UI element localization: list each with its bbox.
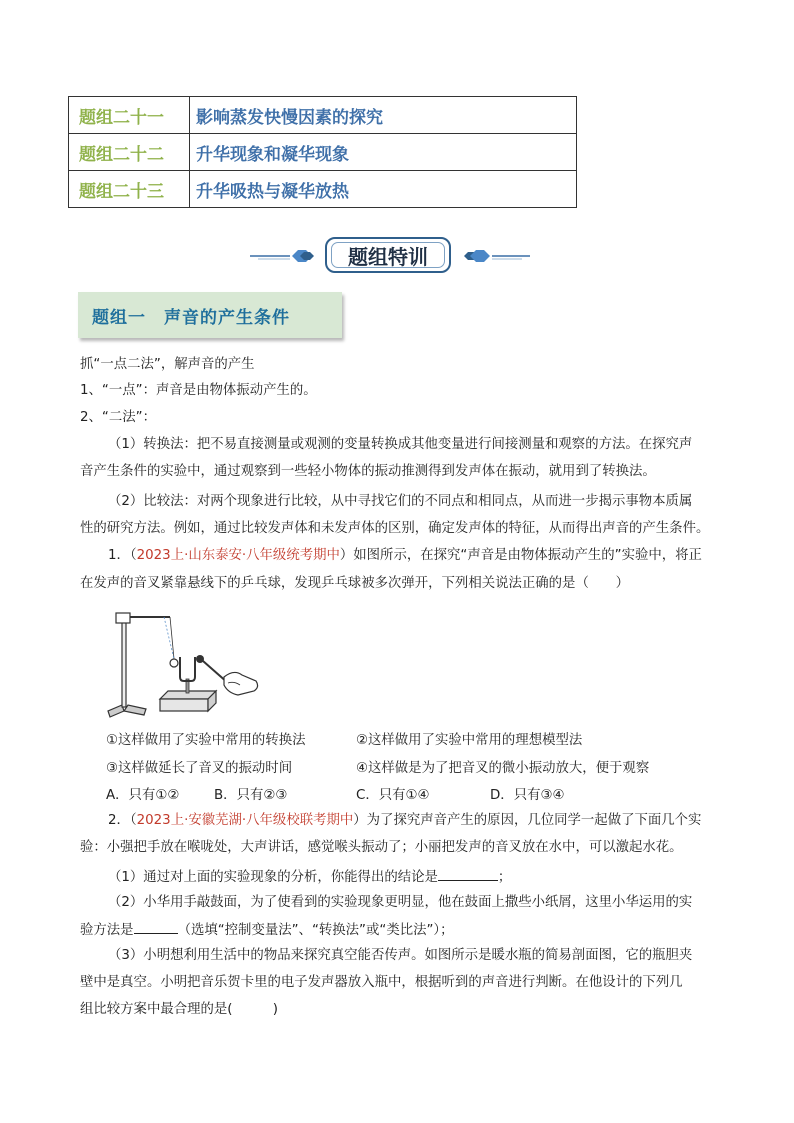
choice-d[interactable]: D．只有③④ bbox=[490, 788, 565, 803]
group-header bbox=[78, 292, 342, 338]
question-1-stem-2: 在发声的音叉紧靠悬线下的乒乓球，发现乒乓球被多次弹开，下列相关说法正确的是（ ） bbox=[80, 576, 630, 591]
statement-4: ④这样做是为了把音叉的微小振动放大，便于观察 bbox=[356, 761, 650, 776]
group-topic: 升华吸热与凝华放热 bbox=[190, 171, 577, 208]
question-2-part-2-line-2 bbox=[80, 919, 454, 941]
method-1-line-2: 音产生条件的实验中，通过观察到一些轻小物体的振动推测得到发声体在振动，就用到了转换法。 bbox=[80, 464, 656, 479]
banner-title: 题组特训 bbox=[325, 237, 451, 273]
choice-a[interactable]: A．只有①② bbox=[106, 788, 180, 803]
question-2-stem-2: 验：小强把手放在喉咙处，大声讲话，感觉喉头振动了；小丽把发声的音叉放在水中，可以激起水花。 bbox=[80, 840, 683, 855]
method-intro: 抓“一点二法”，解声音的产生 bbox=[80, 357, 255, 372]
question-stem-text: 如图所示，在探究“声音是由物体振动产生的”实验中，将正 bbox=[353, 548, 702, 563]
method-point-2: 2、“二法”： bbox=[80, 410, 156, 425]
question-2-part-2: （2）小华用手敲鼓面，为了使看到的实验现象更明显，他在鼓面上撒些小纸屑，这里小华运用的实 bbox=[108, 895, 693, 910]
question-2-part-3-line-2: 壁中是真空。小明把音乐贺卡里的电子发声器放入瓶中，根据听到的声音进行判断。在他设计的下列几 bbox=[80, 975, 683, 990]
question-number: 1．（ bbox=[108, 548, 137, 563]
statement-1: ①这样做用了实验中常用的转换法 bbox=[106, 733, 306, 748]
statement-2: ②这样做用了实验中常用的理想模型法 bbox=[356, 733, 583, 748]
topic-group-table bbox=[68, 96, 577, 208]
tuning-fork-figure bbox=[104, 603, 264, 721]
question-stem-text: 为了探究声音产生的原因，几位同学一起做了下面几个实 bbox=[366, 813, 702, 828]
question-source: 2023上·山东泰安·八年级统考期中 bbox=[136, 548, 340, 563]
answer-blank-1[interactable] bbox=[438, 866, 498, 881]
method-2-line-2: 性的研究方法。例如，通过比较发声体和未发声体的区别，确定发声体的特征，从而得出声音的产生条件。 bbox=[80, 521, 710, 536]
part-1-text: （1）通过对上面的实验现象的分析，你能得出的结论是 bbox=[108, 870, 438, 885]
method-2-line-1: （2）比较法：对两个现象进行比较，从中寻找它们的不同点和相同点，从而进一步揭示事物本质属 bbox=[108, 494, 693, 509]
question-source: 2023上·安徽芜湖·八年级校联考期中 bbox=[136, 813, 354, 828]
question-2-part-3: （3）小明想利用生活中的物品来探究真空能否传声。如图所示是暖水瓶的简易剖面图，它的瓶胆夹 bbox=[108, 948, 693, 963]
choice-c[interactable]: C．只有①④ bbox=[356, 788, 430, 803]
choice-b[interactable]: B．只有②③ bbox=[214, 788, 288, 803]
question-2-part-1 bbox=[108, 866, 511, 888]
group-label: 题组二十三 bbox=[69, 171, 190, 208]
section-banner bbox=[0, 234, 794, 278]
group-title: 题组一 声音的产生条件 bbox=[92, 307, 290, 328]
table-row bbox=[69, 134, 577, 171]
part-2-text: 验方法是 bbox=[80, 923, 134, 938]
question-2-stem bbox=[108, 811, 701, 831]
question-2-part-3-line-3: 组比较方案中最合理的是( ) bbox=[80, 1002, 278, 1017]
part-1-end: ； bbox=[497, 870, 512, 885]
table-row bbox=[69, 171, 577, 208]
statement-3: ③这样做延长了音叉的振动时间 bbox=[106, 761, 293, 776]
method-1-line-1: （1）转换法：把不易直接测量或观测的变量转换成其他变量进行间接测量和观察的方法。在探究声 bbox=[108, 437, 693, 452]
right-ornament-icon bbox=[462, 246, 532, 266]
question-1-stem bbox=[108, 546, 702, 566]
method-point-1: 1、“一点”：声音是由物体振动产生的。 bbox=[80, 383, 317, 398]
question-number: 2．（ bbox=[108, 813, 137, 828]
answer-blank-2[interactable] bbox=[134, 919, 178, 934]
question-source-close: ） bbox=[353, 813, 367, 828]
group-topic: 升华现象和凝华现象 bbox=[190, 134, 577, 171]
part-2-options: （选填“控制变量法”、“转换法”或“类比法”）； bbox=[177, 923, 454, 938]
left-ornament-icon bbox=[250, 246, 320, 266]
question-source-close: ） bbox=[339, 548, 354, 563]
group-topic: 影响蒸发快慢因素的探究 bbox=[190, 97, 577, 134]
table-row bbox=[69, 97, 577, 134]
group-label: 题组二十二 bbox=[69, 134, 190, 171]
group-label: 题组二十一 bbox=[69, 97, 190, 134]
